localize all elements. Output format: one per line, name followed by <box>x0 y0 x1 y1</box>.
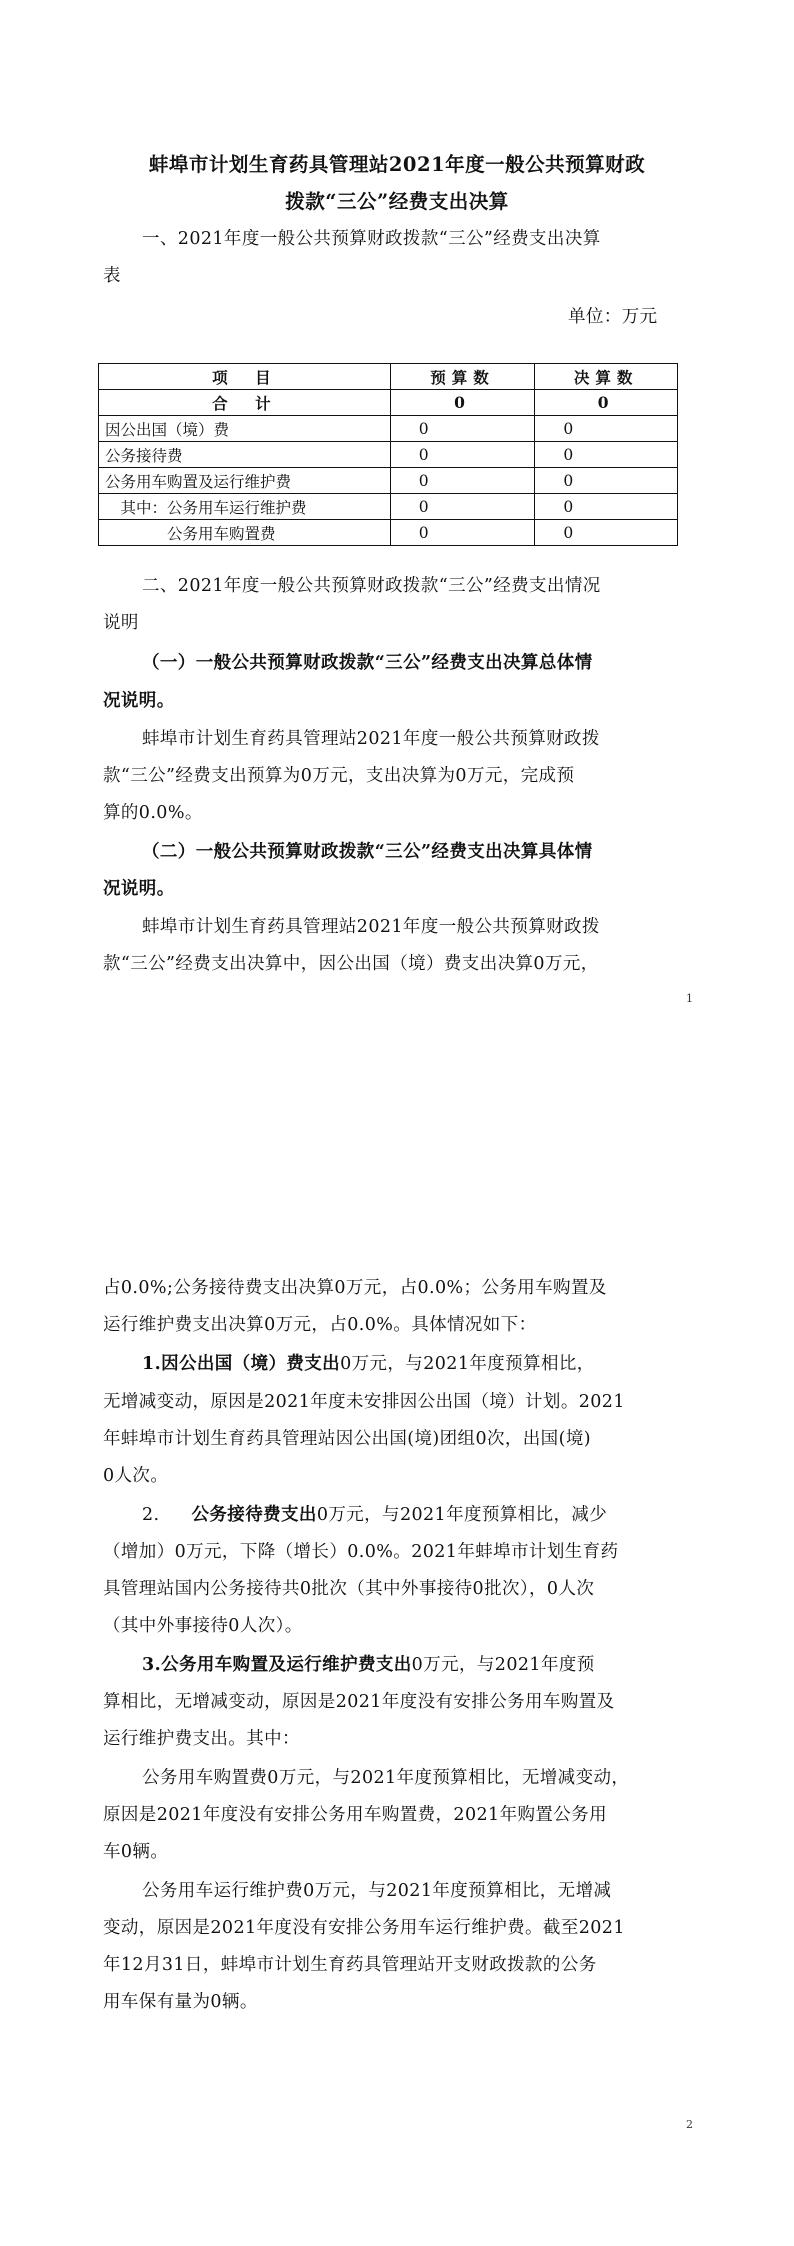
paragraph-line: 0人次。 <box>103 1466 169 1486</box>
section1-heading: 一、2021年度一般公共预算财政拨款“三公”经费支出决算 <box>142 229 601 249</box>
section2-heading-cont: 说明 <box>103 613 139 633</box>
table-row <box>99 390 678 416</box>
paragraph-line: 公务用车运行维护费0万元，与2021年度预算相比，无增减 <box>142 1881 612 1901</box>
row-label: 公务用车购置费 <box>99 520 391 546</box>
paragraph-line: 年12月31日，蚌埠市计划生育药具管理站开支财政拨款的公务 <box>103 1955 597 1975</box>
header-budget: 预算数 <box>390 364 535 390</box>
budget-table <box>98 363 678 546</box>
row-final: 0 <box>535 468 678 494</box>
row-final: 0 <box>535 442 678 468</box>
paragraph-line: 具管理站国内公务接待共0批次（其中外事接待0批次），0人次 <box>103 1579 595 1599</box>
row-label: 其中：公务用车运行维护费 <box>99 494 391 520</box>
header-final: 决算数 <box>535 364 678 390</box>
subsection2-heading-cont: 况说明。 <box>103 879 175 899</box>
item2-heading: 公务接待费支出 <box>191 1505 317 1525</box>
table-row <box>99 468 678 494</box>
paragraph-line: 无增减变动，原因是2021年度未安排因公出国（境）计划。2021 <box>103 1392 625 1412</box>
header-item: 项 目 <box>99 364 391 390</box>
subsection1-heading-cont: 况说明。 <box>103 691 175 711</box>
row-budget: 0 <box>390 468 535 494</box>
page-number: 1 <box>686 992 693 1005</box>
page-number: 2 <box>686 2118 693 2131</box>
paragraph-line: 款“三公”经费支出决算中，因公出国（境）费支出决算0万元， <box>103 954 599 974</box>
table-header-row <box>99 364 678 390</box>
paragraph-line: 算的0.0%。 <box>103 803 203 823</box>
table-row <box>99 442 678 468</box>
paragraph-line: 车0辆。 <box>103 1842 169 1862</box>
paragraph-line: 运行维护费支出决算0万元，占0.0%。具体情况如下： <box>103 1315 537 1335</box>
row-budget: 0 <box>390 520 535 546</box>
table-row <box>99 416 678 442</box>
row-budget: 0 <box>390 416 535 442</box>
paragraph-line: 算相比，无增减变动，原因是2021年度没有安排公务用车购置及 <box>103 1692 615 1712</box>
paragraph-line: （其中外事接待0人次）。 <box>103 1616 303 1636</box>
subsection2-heading: （二）一般公共预算财政拨款“三公”经费支出决算具体情 <box>142 842 593 862</box>
item2-text: 0万元，与2021年度预算相比，减少 <box>316 1505 608 1525</box>
item1-text: 0万元，与2021年度预算相比， <box>340 1354 595 1374</box>
row-final: 0 <box>535 416 678 442</box>
item1-line <box>142 1349 595 1379</box>
paragraph-line: 占0.0%;公务接待费支出决算0万元，占0.0%；公务用车购置及 <box>103 1278 607 1298</box>
section2-heading: 二、2021年度一般公共预算财政拨款“三公”经费支出情况 <box>142 576 601 596</box>
paragraph-line: 蚌埠市计划生育药具管理站2021年度一般公共预算财政拨 <box>142 917 600 937</box>
subsection1-heading: （一）一般公共预算财政拨款“三公”经费支出决算总体情 <box>142 653 593 673</box>
item3-heading: 3.公务用车购置及运行维护费支出 <box>142 1655 412 1675</box>
item3-text: 0万元，与2021年度预 <box>411 1655 595 1675</box>
item1-heading: 1.因公出国（境）费支出 <box>142 1354 341 1374</box>
paragraph-line: 用车保有量为0辆。 <box>103 1992 258 2012</box>
table-row <box>99 494 678 520</box>
paragraph-line: （增加）0万元，下降（增长）0.0%。2021年蚌埠市计划生育药 <box>103 1542 619 1562</box>
unit-label: 单位：万元 <box>568 307 658 327</box>
row-budget: 0 <box>390 390 535 416</box>
document-title-line1: 蚌埠市计划生育药具管理站2021年度一般公共预算财政 <box>148 153 646 176</box>
document-title-line2: 拨款“三公”经费支出决算 <box>285 190 509 213</box>
row-final: 0 <box>535 390 678 416</box>
row-label: 因公出国（境）费 <box>99 416 391 442</box>
paragraph-line: 公务用车购置费0万元，与2021年度预算相比，无增减变动， <box>142 1768 630 1788</box>
section1-heading-cont: 表 <box>103 266 121 286</box>
paragraph-line: 年蚌埠市计划生育药具管理站因公出国(境)团组0次，出国(境) <box>103 1429 591 1449</box>
row-final: 0 <box>535 494 678 520</box>
paragraph-line: 运行维护费支出。其中： <box>103 1729 300 1749</box>
paragraph-line: 款“三公”经费支出预算为0万元，支出决算为0万元，完成预 <box>103 766 575 786</box>
row-budget: 0 <box>390 442 535 468</box>
item2-line <box>142 1500 607 1530</box>
row-label: 公务用车购置及运行维护费 <box>99 468 391 494</box>
row-budget: 0 <box>390 494 535 520</box>
item3-line <box>142 1650 595 1680</box>
row-label: 公务接待费 <box>99 442 391 468</box>
row-label: 合 计 <box>99 390 391 416</box>
paragraph-line: 原因是2021年度没有安排公务用车购置费，2021年购置公务用 <box>103 1805 607 1825</box>
item2-number: 2. <box>142 1505 160 1525</box>
row-final: 0 <box>535 520 678 546</box>
paragraph-line: 变动，原因是2021年度没有安排公务用车运行维护费。截至2021 <box>103 1918 625 1938</box>
paragraph-line: 蚌埠市计划生育药具管理站2021年度一般公共预算财政拨 <box>142 729 600 749</box>
table-row <box>99 520 678 546</box>
